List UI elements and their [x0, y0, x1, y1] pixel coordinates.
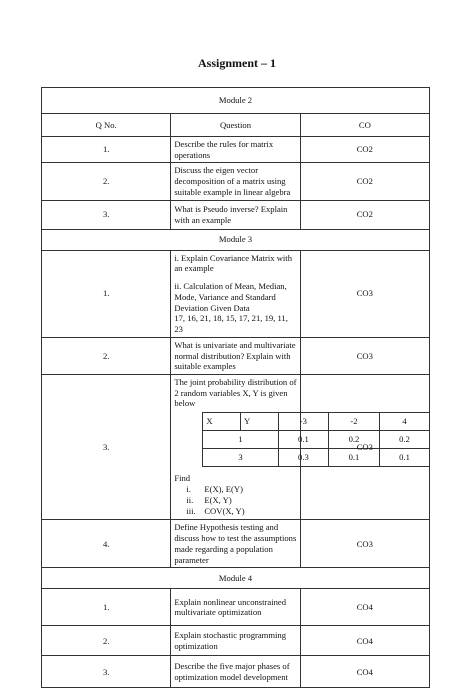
table-row [42, 520, 430, 568]
question-text: Discuss the eigen vector decomposition of a matrix using suitable example in linear algebra [171, 163, 300, 200]
course-outcome: CO2 [300, 137, 429, 163]
table-cell: -2 [329, 413, 380, 431]
table-cell: 0.2 [379, 431, 430, 449]
question-intro: The joint probability distribution of 2 random variables X, Y is given below [174, 377, 297, 409]
course-outcome: CO3 [300, 337, 429, 374]
list-item: iii. COV(X, Y) [186, 506, 245, 517]
table-row [42, 200, 430, 229]
course-outcome: CO4 [300, 656, 429, 688]
given-data: 17, 16, 21, 18, 15, 17, 21, 19, 11, 23 [174, 313, 288, 335]
course-outcome: CO4 [300, 589, 429, 626]
table-row [42, 589, 430, 626]
question-text: Define Hypothesis testing and discuss how to test the assumptions made regarding a population parameter [171, 520, 300, 568]
table-cell: X [203, 413, 241, 431]
question-part: ii. Calculation of Mean, Median, Mode, Variance and Standard Deviation Given Data [174, 281, 287, 313]
question-number: 2. [42, 626, 171, 656]
table-cell: -3 [278, 413, 329, 431]
module-heading: Module 2 [42, 88, 430, 114]
question-number: 3. [42, 375, 171, 520]
question-text: Describe the rules for matrix operations [171, 137, 300, 163]
question-text: Explain nonlinear unconstrained multivariate optimization [171, 589, 300, 626]
module-header-row [42, 88, 430, 114]
question-text [171, 250, 300, 337]
table-row [42, 163, 430, 200]
question-text: What is univariate and multivariate normal distribution? Explain with suitable examples [171, 337, 300, 374]
table-row [42, 626, 430, 656]
question-text: What is Pseudo inverse? Explain with an example [171, 200, 300, 229]
module-heading: Module 3 [42, 229, 430, 250]
course-outcome: CO2 [300, 200, 429, 229]
table-cell: 4 [379, 413, 430, 431]
course-outcome: CO3 [300, 520, 429, 568]
table-row [42, 375, 430, 520]
question-number: 2. [42, 163, 171, 200]
question-number: 1. [42, 137, 171, 163]
question-text: Describe the five major phases of optimization model development [171, 656, 300, 688]
question-text: Explain stochastic programming optimization [171, 626, 300, 656]
table-cell: 0.1 [329, 449, 380, 467]
question-number: 3. [42, 200, 171, 229]
table-cell: 1 [203, 431, 278, 449]
module-header-row [42, 568, 430, 589]
question-number: 1. [42, 250, 171, 337]
find-list [174, 484, 296, 518]
table-row [42, 656, 430, 688]
table-row [42, 137, 430, 163]
course-outcome: CO3 [300, 375, 429, 520]
course-outcome: CO4 [300, 626, 429, 656]
course-outcome: CO3 [300, 250, 429, 337]
col-header-co: CO [300, 114, 429, 137]
question-number: 3. [42, 656, 171, 688]
question-part: i. Explain Covariance Matrix with an example [174, 252, 292, 274]
document-title: Assignment – 1 [197, 56, 276, 70]
table-cell: 3 [203, 449, 278, 467]
assignment-table [41, 87, 430, 688]
question-number: 4. [42, 520, 171, 568]
question-number: 2. [42, 337, 171, 374]
module-heading: Module 4 [42, 568, 430, 589]
col-header-no: Q No. [42, 114, 171, 137]
table-row [42, 250, 430, 337]
list-item: i. E(X), E(Y) [186, 483, 243, 494]
table-row [42, 337, 430, 374]
find-label: Find [174, 473, 191, 484]
course-outcome: CO2 [300, 163, 429, 200]
table-cell: Y [240, 413, 278, 431]
table-cell: 0.1 [278, 431, 329, 449]
column-header-row [42, 114, 430, 137]
table-cell: 0.1 [379, 449, 430, 467]
table-cell: 0.2 [329, 431, 380, 449]
module-header-row [42, 229, 430, 250]
question-number: 1. [42, 589, 171, 626]
table-cell: 0.3 [278, 449, 329, 467]
list-item: ii. E(X, Y) [186, 495, 232, 506]
col-header-question: Question [171, 114, 300, 137]
